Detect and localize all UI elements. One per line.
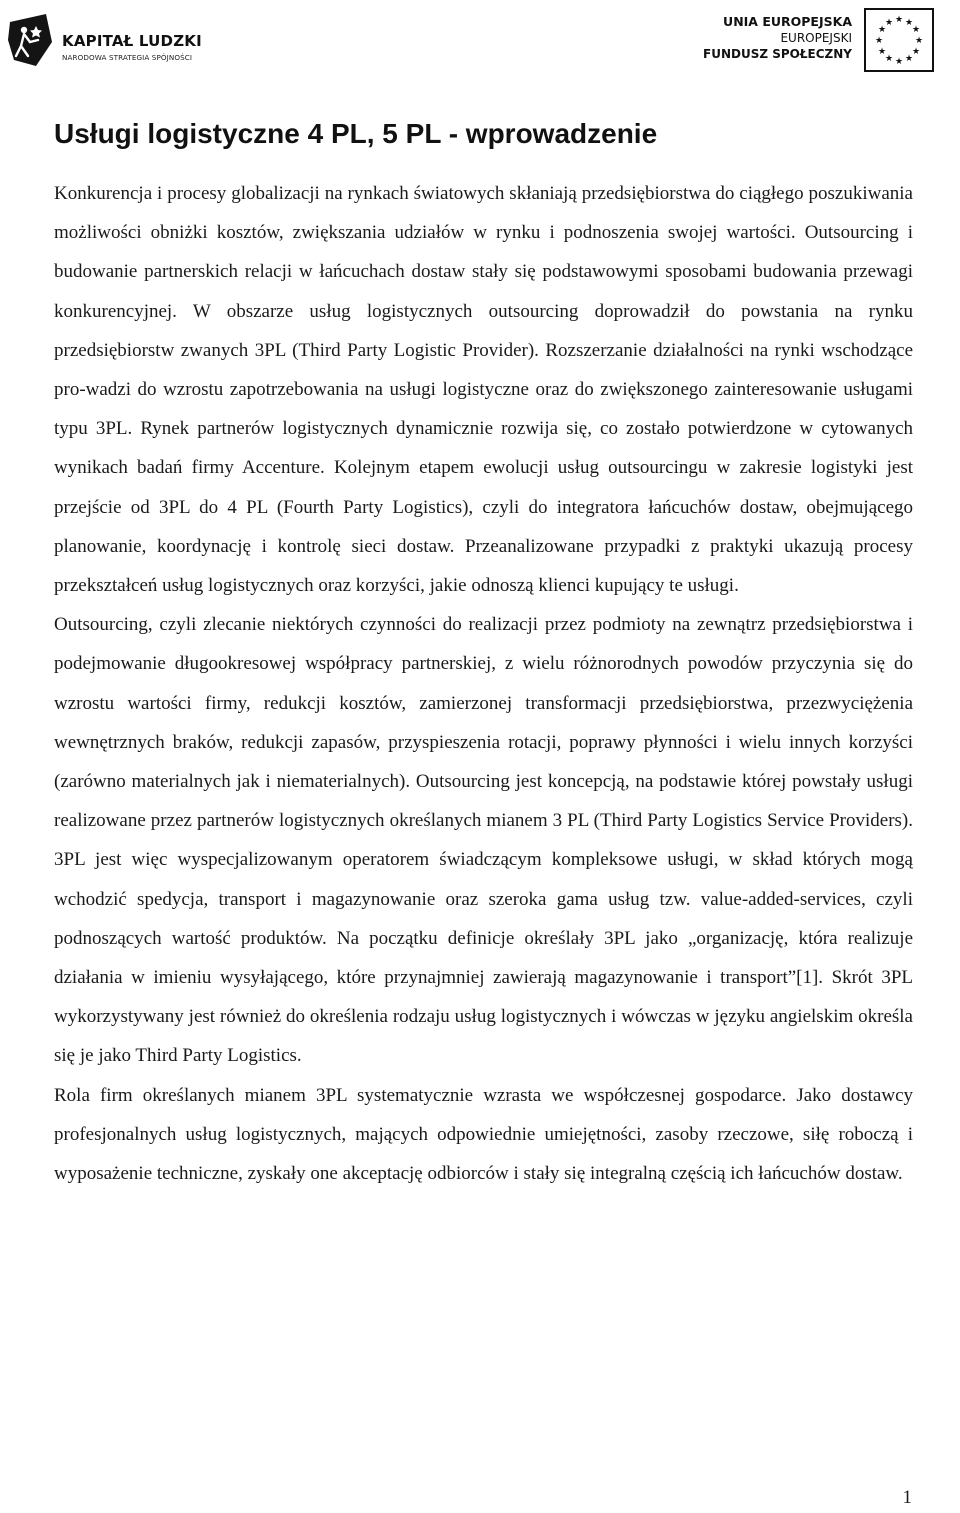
svg-text:★: ★: [894, 15, 904, 25]
document-body: [54, 174, 913, 1193]
paragraph-3: Rola firm określanych mianem 3PL systematycznie wzrasta we współczesnej gospodarce. Jako dostawcy profesjonalnych usług logistycznych, mających odpowiednie umiejętności, zasoby rzeczowe, siłę roboczą i wyposażenie techniczne, zyskały one akceptację odbiorców i stały się integralną częścią ich łańcuchów dostaw.: [54, 1084, 913, 1185]
eu-line-2: EUROPEJSKI: [780, 31, 852, 45]
svg-text:★: ★: [877, 25, 887, 35]
eu-line-1: UNIA EUROPEJSKA: [723, 14, 852, 29]
eu-logo: [703, 6, 934, 70]
svg-text:★: ★: [904, 18, 914, 28]
svg-text:★: ★: [914, 36, 924, 46]
paragraph-2: Outsourcing, czyli zlecanie niektórych czynności do realizacji przez podmioty na zewnątrz przedsiębiorstwa i podejmowanie długookresowej współpracy partnerskiej, z wielu różnorodnych powodów przyczynia się do wzrostu wartości firmy, redukcji kosztów, zamierzonej transformacji przedsiębiorstwa, przezwyciężenia wewnętrznych braków, redukcji zapasów, przyspieszenia rotacji, poprawy płynności i wielu innych korzyści (zarówno materialnych jak i niematerialnych). Outsourcing jest koncepcją, na podstawie której powstały usługi realizowane przez partnerów logistycznych określanych mianem 3 PL (Third Party Logistics Service Providers). 3PL jest więc wyspecjalizowanym operatorem świadczącym kompleksowe usługi, w skład których mogą wchodzić spedycja, transport i magazynowanie oraz szeroka gama usług tzw. value-added-services, czyli podnoszących wartość produktów. Na początku definicje określały 3PL jako „organizację, która realizuje działania w imieniu wysyłającego, które przynajmniej zawierają magazynowanie i transport”[1]. Skrót 3PL wykorzystywany jest również do określenia rodzaju usług logistycznych i wówczas w języku angielskim określa się je jako Third Party Logistics.: [54, 614, 913, 1067]
eu-flag-icon: [864, 8, 934, 72]
svg-text:★: ★: [884, 54, 894, 64]
eu-stars-icon: [866, 10, 932, 70]
kapital-ludzki-logo: [6, 12, 206, 70]
svg-text:★: ★: [884, 18, 894, 28]
svg-text:★: ★: [911, 47, 921, 57]
kapital-ludzki-emblem-icon: [6, 12, 54, 70]
kapital-ludzki-subtitle: NARODOWA STRATEGIA SPÓJNOŚCI: [62, 53, 193, 62]
kapital-ludzki-name: KAPITAŁ LUDZKI: [62, 32, 202, 50]
page-header: [0, 0, 960, 80]
paragraph-1: Konkurencja i procesy globalizacji na rynkach światowych skłaniają przedsiębiorstwa do ciągłego poszukiwania możliwości obniżki kosztów, zwiększania udziałów w rynku i podnoszenia swojej wartości. Outsourcing i budowanie partnerskich relacji w łańcuchach dostaw stały się podstawowymi sposobami budowania przewagi konkurencyjnej. W obszarze usług logistycznych outsourcing doprowadził do powstania na rynku przedsiębiorstw zwanych 3PL (Third Party Logistic Provider). Rozszerzanie działalności na rynki wschodzące pro-wadzi do wzrostu zapotrzebowania na usługi logistyczne oraz do zwiększonego zainteresowanie usługami typu 3PL. Rynek partnerów logistycznych dynamicznie rozwija się, co zostało potwierdzone w cytowanych wynikach badań firmy Accenture. Kolejnym etapem ewolucji usług outsourcingu w zakresie logistyki jest przejście od 3PL do 4 PL (Fourth Party Logistics), czyli do integratora łańcuchów dostaw, obejmującego planowanie, koordynację i kontrolę sieci dostaw. Przeanalizowane przypadki z praktyki ukazują procesy przekształceń usług logistycznych oraz korzyści, jakie odnoszą klienci kupujący te usługi.: [54, 183, 913, 597]
page-number: 1: [902, 1487, 912, 1508]
document-title: Usługi logistyczne 4 PL, 5 PL - wprowadzenie: [54, 118, 658, 149]
svg-text:★: ★: [904, 54, 914, 64]
eu-logo-text: [703, 14, 852, 62]
svg-text:★: ★: [877, 47, 887, 57]
svg-text:★: ★: [894, 57, 904, 67]
svg-text:★: ★: [874, 36, 884, 46]
eu-line-3: FUNDUSZ SPOŁECZNY: [703, 47, 852, 61]
svg-text:★: ★: [911, 25, 921, 35]
